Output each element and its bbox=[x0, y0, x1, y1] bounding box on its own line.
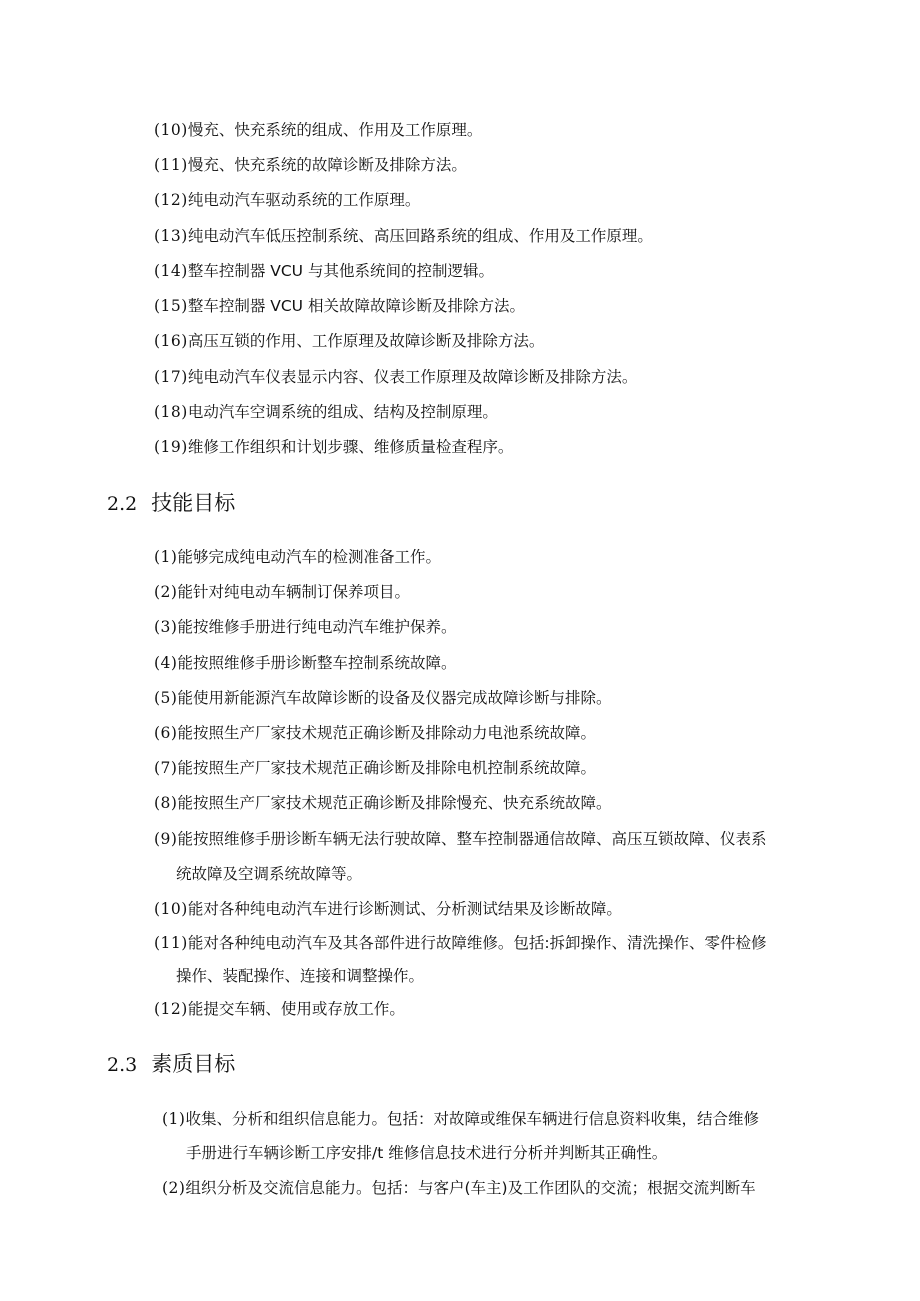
list-item bbox=[154, 155, 467, 175]
list-item bbox=[154, 933, 767, 953]
item-number: (6) bbox=[154, 724, 178, 742]
item-continuation: 统故障及空调系统故障等。 bbox=[176, 865, 363, 883]
item-number: (11) bbox=[154, 156, 188, 174]
list-item bbox=[154, 547, 441, 567]
item-number: (4) bbox=[154, 654, 178, 672]
item-text: 能对各种纯电动汽车进行诊断测试、分析测试结果及诊断故障。 bbox=[187, 900, 622, 918]
item-number: (19) bbox=[154, 438, 188, 456]
item-text: 能针对纯电动车辆制订保养项目。 bbox=[177, 583, 410, 601]
item-text: 能按维修手册进行纯电动汽车维护保养。 bbox=[177, 618, 457, 636]
section-heading bbox=[107, 1051, 235, 1078]
item-text: 组织分析及交流信息能力。包括：与客户(车主)及工作团队的交流；根据交流判断车 bbox=[185, 1179, 756, 1197]
list-item bbox=[154, 793, 611, 813]
item-number: (1) bbox=[162, 1110, 186, 1128]
list-item bbox=[154, 367, 637, 387]
item-text: 纯电动汽车驱动系统的工作原理。 bbox=[187, 191, 421, 209]
item-number: (12) bbox=[154, 1000, 188, 1018]
item-number: (11) bbox=[154, 934, 188, 952]
item-continuation: 手册进行车辆诊断工序安排/t 维修信息技术进行分析并判断其正确性。 bbox=[186, 1144, 668, 1162]
item-text: 能提交车辆、使用或存放工作。 bbox=[187, 1000, 405, 1018]
item-number: (16) bbox=[154, 332, 188, 350]
list-item bbox=[154, 296, 525, 316]
item-text: 能按照生产厂家技术规范正确诊断及排除动力电池系统故障。 bbox=[177, 724, 596, 742]
list-item bbox=[154, 653, 456, 673]
item-number: (14) bbox=[154, 262, 188, 280]
item-continuation: 操作、装配操作、连接和调整操作。 bbox=[176, 967, 425, 985]
list-item bbox=[154, 999, 405, 1019]
list-item bbox=[162, 1109, 759, 1129]
item-text: 高压互锁的作用、工作原理及故障诊断及排除方法。 bbox=[187, 332, 545, 350]
list-item bbox=[154, 688, 611, 708]
list-item bbox=[154, 723, 596, 743]
item-text: 能够完成纯电动汽车的检测准备工作。 bbox=[177, 548, 441, 566]
item-text: 慢充、快充系统的组成、作用及工作原理。 bbox=[187, 121, 483, 139]
list-item bbox=[154, 120, 482, 140]
item-text: 能按照生产厂家技术规范正确诊断及排除慢充、快充系统故障。 bbox=[177, 794, 612, 812]
section-title: 技能目标 bbox=[151, 491, 236, 515]
item-text: 收集、分析和组织信息能力。包括：对故障或维保车辆进行信息资料收集，结合维修 bbox=[185, 1110, 759, 1128]
item-text: 纯电动汽车仪表显示内容、仪表工作原理及故障诊断及排除方法。 bbox=[187, 368, 638, 386]
item-number: (2) bbox=[162, 1179, 186, 1197]
item-number: (2) bbox=[154, 583, 178, 601]
item-number: (5) bbox=[154, 689, 178, 707]
list-item bbox=[162, 1178, 756, 1198]
item-text: 整车控制器 VCU 与其他系统间的控制逻辑。 bbox=[187, 262, 494, 280]
item-text: 能使用新能源汽车故障诊断的设备及仪器完成故障诊断与排除。 bbox=[177, 689, 612, 707]
list-item bbox=[154, 617, 456, 637]
list-item bbox=[154, 190, 420, 210]
item-number: (17) bbox=[154, 368, 188, 386]
item-text: 慢充、快充系统的故障诊断及排除方法。 bbox=[187, 156, 467, 174]
item-number: (12) bbox=[154, 191, 188, 209]
item-number: (15) bbox=[154, 297, 188, 315]
list-item bbox=[154, 402, 498, 422]
list-item bbox=[154, 331, 544, 351]
item-number: (7) bbox=[154, 759, 178, 777]
item-number: (10) bbox=[154, 900, 188, 918]
item-text: 能按照维修手册诊断整车控制系统故障。 bbox=[177, 654, 457, 672]
item-number: (1) bbox=[154, 548, 178, 566]
item-number: (10) bbox=[154, 121, 188, 139]
list-item bbox=[154, 582, 410, 602]
list-item bbox=[154, 437, 513, 457]
section-number: 2.2 bbox=[107, 493, 138, 515]
section-title: 素质目标 bbox=[151, 1052, 236, 1076]
list-item bbox=[154, 261, 494, 281]
list-item bbox=[154, 758, 596, 778]
item-text: 能按照维修手册诊断车辆无法行驶故障、整车控制器通信故障、高压互锁故障、仪表系 bbox=[177, 830, 767, 848]
item-text: 纯电动汽车低压控制系统、高压回路系统的组成、作用及工作原理。 bbox=[187, 227, 653, 245]
item-text: 能按照生产厂家技术规范正确诊断及排除电机控制系统故障。 bbox=[177, 759, 596, 777]
section-heading bbox=[107, 490, 235, 517]
list-item bbox=[154, 829, 766, 849]
item-text: 电动汽车空调系统的组成、结构及控制原理。 bbox=[187, 403, 498, 421]
section-number: 2.3 bbox=[107, 1054, 138, 1076]
item-number: (13) bbox=[154, 227, 188, 245]
item-text: 能对各种纯电动汽车及其各部件进行故障维修。包括:拆卸操作、清洗操作、零件检修 bbox=[187, 934, 767, 952]
list-item bbox=[154, 226, 653, 246]
item-number: (3) bbox=[154, 618, 178, 636]
item-text: 维修工作组织和计划步骤、维修质量检查程序。 bbox=[187, 438, 514, 456]
list-item bbox=[154, 899, 622, 919]
item-number: (8) bbox=[154, 794, 178, 812]
item-number: (9) bbox=[154, 830, 178, 848]
item-number: (18) bbox=[154, 403, 188, 421]
item-text: 整车控制器 VCU 相关故障故障诊断及排除方法。 bbox=[187, 297, 525, 315]
